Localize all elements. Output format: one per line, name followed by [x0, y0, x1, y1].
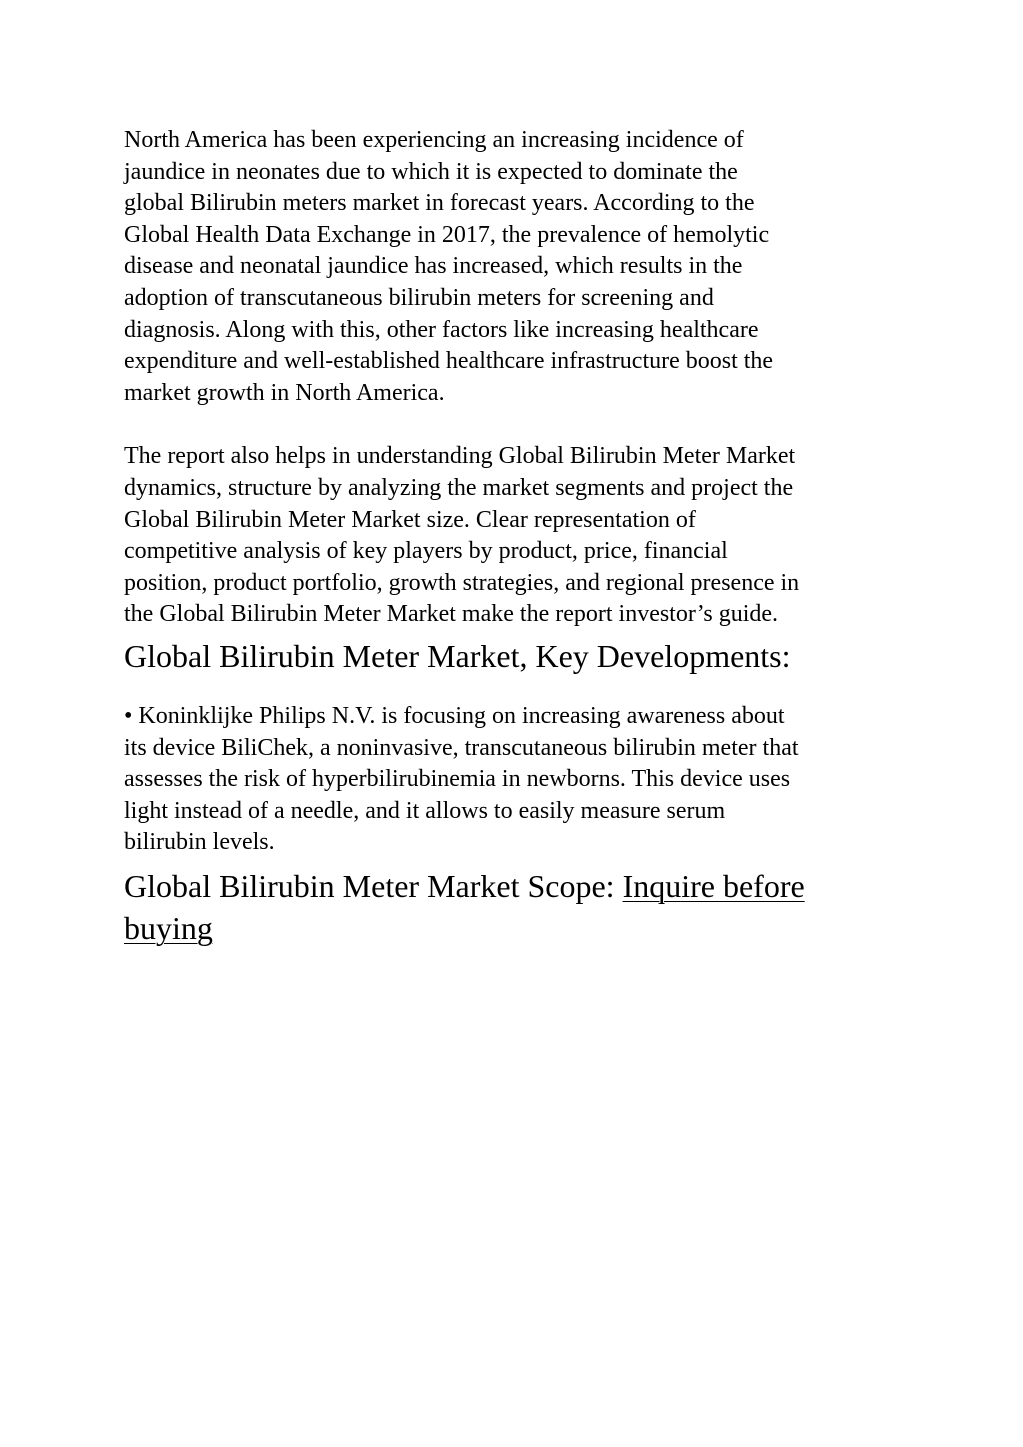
heading-text: Global Bilirubin Meter Market Scope:	[124, 867, 623, 904]
text-line: global Bilirubin meters market in forecast years. According to the	[124, 190, 755, 217]
paragraph-spacer	[124, 409, 914, 441]
text-line: dynamics, structure by analyzing the market segments and project the	[124, 474, 794, 501]
text-line: the Global Bilirubin Meter Market make the report investor’s guide.	[124, 601, 779, 628]
text-line: • Koninklijke Philips N.V. is focusing on increasing awareness about	[124, 702, 785, 729]
text-line: disease and neonatal jaundice has increased, which results in the	[124, 253, 743, 280]
text-line: light instead of a needle, and it allows to easily measure serum	[124, 797, 726, 824]
heading-line	[124, 865, 914, 907]
text-line: market growth in North America.	[124, 379, 445, 406]
text-line: position, product portfolio, growth strategies, and regional presence in	[124, 569, 800, 596]
text-line: jaundice in neonates due to which it is expected to dominate the	[124, 158, 738, 185]
paragraph-philips-development	[124, 701, 914, 859]
text-line: Global Health Data Exchange in 2017, the prevalence of hemolytic	[124, 221, 770, 248]
text-line: bilirubin levels.	[124, 829, 275, 856]
inquire-before-buying-link-continued[interactable]: buying	[124, 909, 213, 946]
heading-line	[124, 907, 914, 949]
text-line: North America has been experiencing an increasing incidence of	[124, 127, 744, 153]
heading-text: Global Bilirubin Meter Market, Key Developments:	[124, 637, 791, 674]
document-page	[124, 125, 914, 949]
text-line: adoption of transcutaneous bilirubin meters for screening and	[124, 284, 714, 311]
text-line: assesses the risk of hyperbilirubinemia in newborns. This device uses	[124, 766, 791, 793]
inquire-before-buying-link[interactable]: Inquire before	[622, 867, 805, 904]
heading-market-scope	[124, 865, 914, 949]
heading-key-developments	[124, 635, 914, 677]
text-line: expenditure and well-established healthcare infrastructure boost the	[124, 348, 774, 375]
paragraph-spacer	[124, 677, 914, 701]
text-line: Global Bilirubin Meter Market size. Clear representation of	[124, 506, 696, 533]
text-line: competitive analysis of key players by product, price, financial	[124, 538, 728, 565]
text-line: The report also helps in understanding Global Bilirubin Meter Market	[124, 443, 796, 470]
text-line: diagnosis. Along with this, other factors like increasing healthcare	[124, 316, 759, 343]
paragraph-north-america	[124, 125, 914, 409]
paragraph-report-overview	[124, 441, 914, 631]
text-line: its device BiliChek, a noninvasive, transcutaneous bilirubin meter that	[124, 734, 799, 761]
